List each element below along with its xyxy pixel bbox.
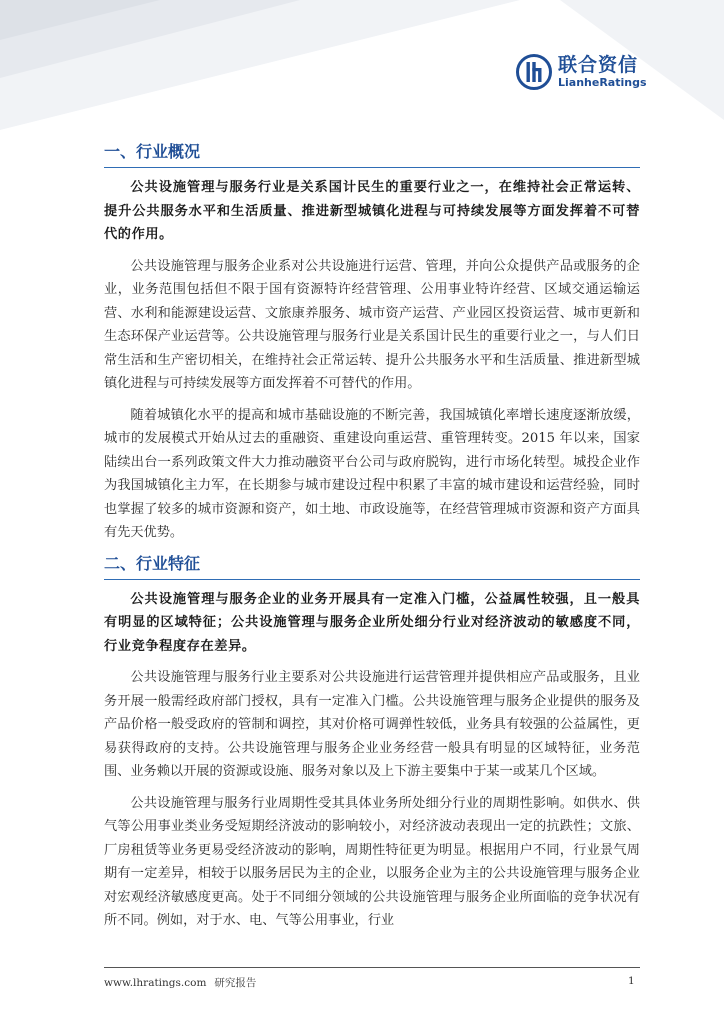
logo-chinese-name: 联合资信: [558, 54, 639, 76]
logo-english-name: LianheRatings: [558, 76, 647, 89]
company-logo: [516, 54, 647, 90]
section-overview-lead: 公共设施管理与服务行业是关系国计民生的重要行业之一，在维持社会正常运转、提升公共服务水平和生活质量、推进新型城镇化进程与可持续发展等方面发挥着不可替代的作用。: [104, 180, 640, 242]
section-characteristics-paragraph: 公共设施管理与服务行业周期性受其具体业务所处细分行业的周期性影响。如供水、供气等公用事业类业务受短期经济波动的影响较小，对经济波动表现出一定的抗跌性；文旅、厂房租赁等业务更易受经济波动的影响，周期性特征更为明显。根据用户不同，行业景气周期有一定差异，相较于以服务居民为主的企业，以服务企业为主的公共设施管理与服务企业对宏观经济敏感度更高。处于不同细分领域的公共设施管理与服务企业所面临的竞争状况有所不同。例如，对于水、电、气等公用事业，行业: [104, 795, 640, 928]
page-number: 1: [628, 975, 635, 987]
section-heading-characteristics: 二、行业特征: [104, 553, 640, 580]
lianhe-logo-icon: [516, 54, 552, 90]
footer-website-link[interactable]: www.lhratings.com: [104, 977, 207, 989]
footer-report-type: 研究报告: [214, 977, 257, 989]
document-body: [104, 141, 640, 941]
section-characteristics-lead: 公共设施管理与服务企业的业务开展具有一定准入门槛，公益属性较强，且一般具有明显的区域特征；公共设施管理与服务企业所处细分行业对经济波动的敏感度不同，行业竞争程度存在差异。: [104, 591, 640, 654]
footer-info: [104, 975, 256, 990]
section-overview-paragraph: 公共设施管理与服务企业系对公共设施进行运营、管理，并向公众提供产品或服务的企业，业务范围包括但不限于国有资源特许经营管理、公用事业特许经营、区域交通运输运营、水利和能源建设运营、文旅康养服务、城市资产运营、产业园区投资运营、城市更新和生态环保产业运营等。公共设施管理与服务行业是关系国计民生的重要行业之一，与人们日常生活和生产密切相关，在维持社会正常运转、提升公共服务水平和生活质量、推进新型城镇化进程与可持续发展等方面发挥着不可替代的作用。: [104, 258, 640, 391]
section-overview-paragraph: 随着城镇化水平的提高和城市基础设施的不断完善，我国城镇化率增长速度逐渐放缓，城市的发展模式开始从过去的重融资、重建设向重运营、重管理转变。2015 年以来，国家陆续出台一系列政策文件大力推动融资平台公司与政府脱钩，进行市场化转型。城投企业作为我国城镇化主力军，在长期参与城市建设过程中积累了丰富的城市建设和运营经验，同时也掌握了较多的城市资源和资产，如土地、市政设施等，在经营管理城市资源和资产方面具有先天优势。: [104, 407, 640, 540]
footer-divider: [104, 967, 640, 968]
section-characteristics-paragraph: 公共设施管理与服务行业主要系对公共设施进行运营管理并提供相应产品或服务，且业务开展一般需经政府部门授权，具有一定准入门槛。公共设施管理与服务企业提供的服务及产品价格一般受政府的管制和调控，其对价格可调弹性较低，业务具有较强的公益属性，更易获得政府的支持。公共设施管理与服务企业业务经营一般具有明显的区域特征，业务范围、业务赖以开展的资源或设施、服务对象以及上下游主要集中于某一或某几个区域。: [104, 670, 640, 779]
section-heading-overview: 一、行业概况: [104, 141, 640, 168]
